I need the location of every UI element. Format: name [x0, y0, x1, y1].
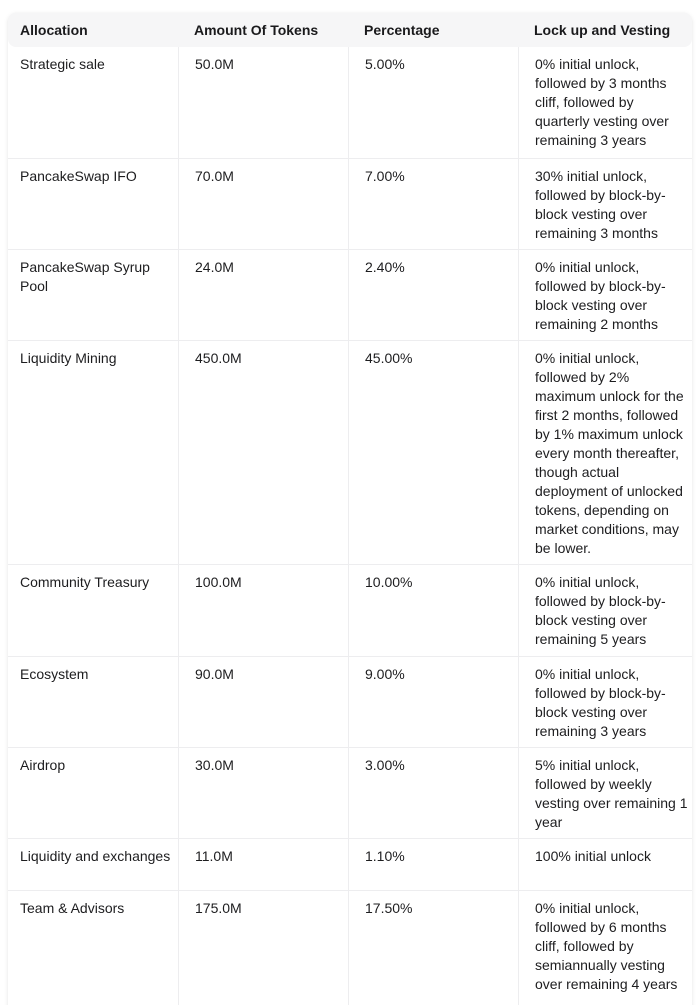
percentage-cell: 1.10% — [348, 839, 518, 890]
table-row — [8, 341, 692, 565]
amount-of-tokens-cell: 175.0M — [178, 891, 348, 1005]
amount-of-tokens-cell: 50.0M — [178, 47, 348, 158]
lock-up-and-vesting-cell: 0% initial unlock, followed by 6 months cliff, followed by semiannually vesting over remaining 4 years — [518, 891, 692, 1005]
lock-up-and-vesting-cell: 30% initial unlock, followed by block-by-block vesting over remaining 3 months — [518, 159, 692, 249]
amount-of-tokens-cell: 24.0M — [178, 250, 348, 340]
table-body — [8, 47, 692, 1005]
allocation-cell: Community Treasury — [20, 574, 150, 590]
column-header-lock-up-and-vesting: Lock up and Vesting — [534, 21, 671, 38]
allocation-cell: Strategic sale — [20, 56, 105, 72]
table-header-row — [8, 13, 692, 47]
amount-of-tokens-cell: 30.0M — [178, 748, 348, 838]
percentage-cell: 7.00% — [348, 159, 518, 249]
percentage-cell: 2.40% — [348, 250, 518, 340]
table-row — [8, 250, 692, 341]
allocation-cell: PancakeSwap IFO — [20, 168, 137, 184]
amount-of-tokens-cell: 70.0M — [178, 159, 348, 249]
table-row — [8, 159, 692, 250]
lock-up-and-vesting-cell: 0% initial unlock, followed by 2% maximum unlock for the first 2 months, followed by 1% maximum unlock every month thereafter, though actual deployment of unlocked tokens, depending on market conditions, may be lower. — [518, 341, 692, 564]
table-row — [8, 839, 692, 891]
percentage-cell: 10.00% — [348, 565, 518, 656]
amount-of-tokens-cell: 450.0M — [178, 341, 348, 564]
percentage-cell: 9.00% — [348, 657, 518, 747]
allocation-cell: Team & Advisors — [20, 900, 125, 916]
lock-up-and-vesting-cell: 100% initial unlock — [518, 839, 692, 890]
lock-up-and-vesting-cell: 5% initial unlock, followed by weekly vesting over remaining 1 year — [518, 748, 692, 838]
column-header-amount-of-tokens: Amount Of Tokens — [194, 21, 319, 38]
lock-up-and-vesting-cell: 0% initial unlock, followed by block-by-block vesting over remaining 3 years — [518, 657, 692, 747]
allocation-cell: Liquidity Mining — [20, 350, 117, 366]
percentage-cell: 45.00% — [348, 341, 518, 564]
table-row — [8, 748, 692, 839]
amount-of-tokens-cell: 90.0M — [178, 657, 348, 747]
lock-up-and-vesting-cell: 0% initial unlock, followed by block-by-block vesting over remaining 2 months — [518, 250, 692, 340]
amount-of-tokens-cell: 100.0M — [178, 565, 348, 656]
allocation-cell: PancakeSwap Syrup Pool — [20, 259, 150, 294]
column-header-allocation: Allocation — [20, 21, 88, 38]
amount-of-tokens-cell: 11.0M — [178, 839, 348, 890]
allocation-table — [8, 13, 692, 1005]
percentage-cell: 5.00% — [348, 47, 518, 158]
percentage-cell: 3.00% — [348, 748, 518, 838]
percentage-cell: 17.50% — [348, 891, 518, 1005]
column-header-percentage: Percentage — [364, 21, 440, 38]
table-row — [8, 657, 692, 748]
allocation-cell: Liquidity and exchanges — [20, 848, 171, 864]
table-row — [8, 891, 692, 1005]
allocation-cell: Ecosystem — [20, 666, 89, 682]
lock-up-and-vesting-cell: 0% initial unlock, followed by 3 months cliff, followed by quarterly vesting over remaining 3 years — [518, 47, 692, 158]
table-row — [8, 47, 692, 159]
lock-up-and-vesting-cell: 0% initial unlock, followed by block-by-block vesting over remaining 5 years — [518, 565, 692, 656]
table-row — [8, 565, 692, 657]
allocation-cell: Airdrop — [20, 757, 66, 773]
